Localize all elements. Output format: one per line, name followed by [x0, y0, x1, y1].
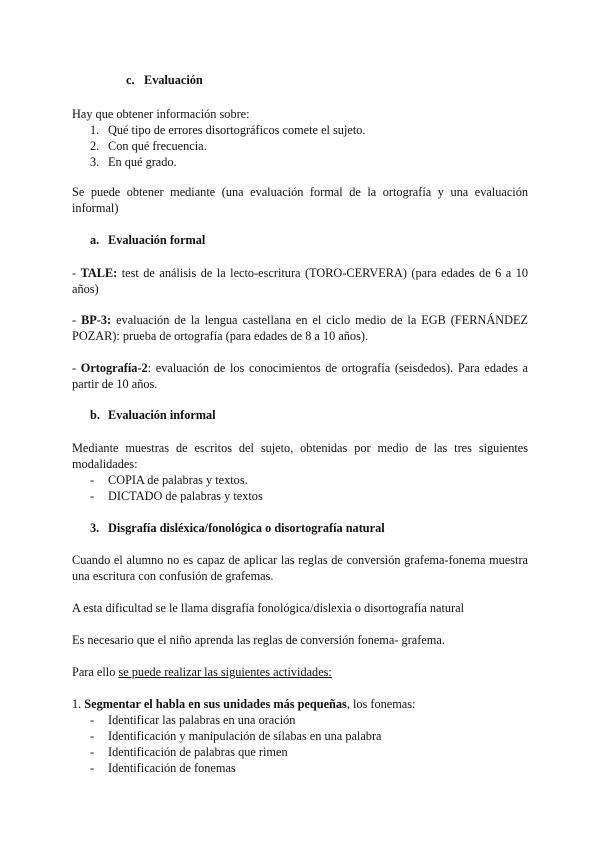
test-name: BP-3:: [81, 313, 112, 327]
underlined-text: se puede realizar las siguientes actividades:: [118, 665, 332, 679]
bp3-paragraph: - BP-3: evaluación de la lengua castellana en el ciclo medio de la EGB (FERNÁNDEZ POZAR): prueba de ortografía (para edades de 8 a 10 años).: [72, 313, 528, 343]
activity-1-list: [72, 712, 528, 776]
actividades-intro: Para ello se puede realizar las siguientes actividades:: [72, 665, 332, 679]
tale-paragraph: - TALE: test de análisis de la lecto-escritura (TORO-CERVERA) (para edades de 6 a 10 años): [72, 266, 528, 296]
intro-paragraph: Hay que obtener información sobre:: [72, 107, 250, 121]
list-item: 2. Con qué frecuencia.: [90, 139, 207, 153]
list-item: - Identificación de fonemas: [90, 761, 236, 775]
informal-list: [72, 472, 528, 504]
ortografia2-paragraph: - Ortografía-2: evaluación de los conocimientos de ortografía (seisdedos). Para edades a partir de 10 años.: [72, 361, 528, 391]
obtain-paragraph: Se puede obtener mediante (una evaluación formal de la ortografía y una evaluación informal): [72, 185, 528, 215]
list-item: - Identificar las palabras en una oración: [90, 713, 296, 727]
list-item: - Identificación de palabras que rimen: [90, 745, 288, 759]
list-item: 1. Qué tipo de errores disortográficos comete el sujeto.: [90, 123, 366, 137]
list-item: - COPIA de palabras y textos.: [90, 473, 248, 487]
dificultad-paragraph: A esta dificultad se le llama disgrafía fonológica/dislexia o disortografía natural: [72, 601, 465, 615]
info-list: [72, 122, 528, 170]
activity-1: 1. Segmentar el habla en sus unidades más pequeñas, los fonemas:: [72, 697, 416, 711]
heading-title: Evaluación formal: [108, 233, 206, 247]
list-item: 3. En qué grado.: [90, 155, 177, 169]
activity-title: Segmentar el habla en sus unidades más pequeñas: [84, 697, 347, 711]
heading-marker: a.: [90, 233, 100, 247]
test-name: Ortografía-2: [80, 361, 148, 375]
conversion-paragraph: Cuando el alumno no es capaz de aplicar las reglas de conversión grafema-fonema muestra una escritura con confusión de grafemas.: [72, 553, 528, 583]
informal-paragraph: Mediante muestras de escritos del sujeto, obtenidas por medio de las tres siguientes modalidades:: [72, 441, 528, 471]
necesario-paragraph: Es necesario que el niño aprenda las reglas de conversión fonema- grafema.: [72, 633, 445, 647]
heading-title: Evaluación informal: [108, 408, 216, 422]
heading-marker: b.: [90, 408, 100, 422]
heading-marker: c.: [126, 73, 135, 87]
test-name: TALE:: [80, 266, 118, 280]
heading-marker: 3.: [90, 521, 100, 535]
heading-title: Disgrafía disléxica/fonológica o disortografía natural: [108, 521, 385, 535]
list-item: - DICTADO de palabras y textos: [90, 489, 263, 503]
heading-title: Evaluación: [144, 73, 203, 87]
list-item: - Identificación y manipulación de sílabas en una palabra: [90, 729, 382, 743]
